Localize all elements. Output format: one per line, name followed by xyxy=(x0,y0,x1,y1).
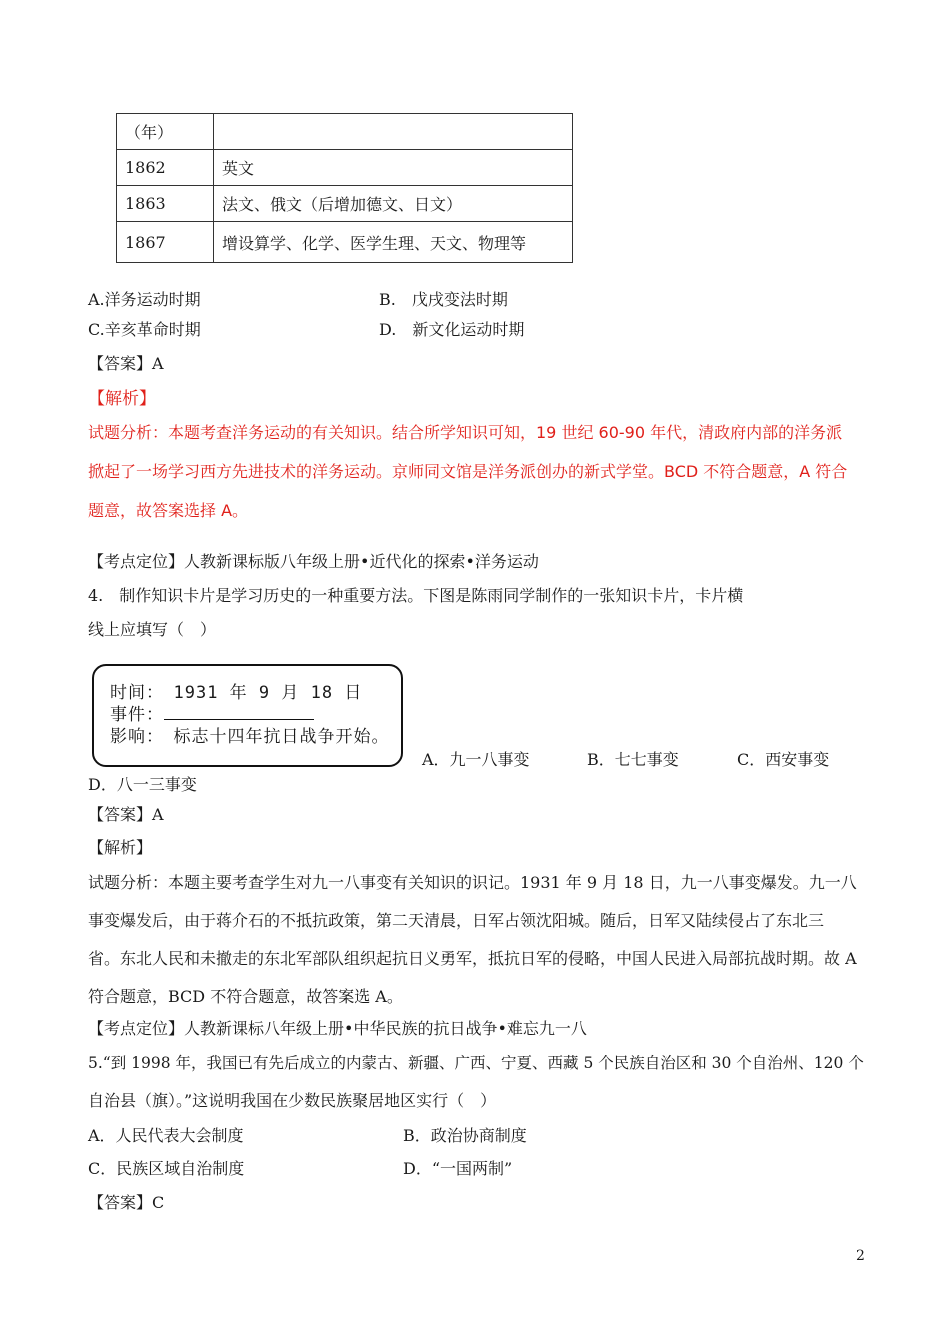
q4-stem: 4. 制作知识卡片是学习历史的一种重要方法。下图是陈雨同学制作的一张知识卡片，卡片横 xyxy=(88,586,744,605)
q3-analysis-line: 试题分析：本题考查洋务运动的有关知识。结合所学知识可知，19 世纪 60-90 年代，清政府内部的洋务派 xyxy=(88,423,843,442)
card-impact: 影响： 标志十四年抗日战争开始。 xyxy=(110,727,390,747)
q3-option-c: C.辛亥革命时期 xyxy=(88,320,201,339)
q3-analysis-line: 题意，故答案选择 A。 xyxy=(88,501,249,520)
q4-analysis-line: 事变爆发后，由于蒋介石的不抵抗政策，第二天清晨，日军占领沈阳城。随后，日军又陆续侵占了东北三 xyxy=(88,911,825,930)
q3-analysis-label: 【解析】 xyxy=(88,389,156,409)
table-cell-year: 1862 xyxy=(117,150,214,186)
q4-option-a: A．九一八事变 xyxy=(422,750,530,769)
q5-stem: 自治县（旗）。”这说明我国在少数民族聚居地区实行（ ） xyxy=(88,1091,497,1110)
q3-answer: 【答案】A xyxy=(88,354,164,373)
q3-option-a: A.洋务运动时期 xyxy=(88,290,201,309)
q5-option-b: B．政治协商制度 xyxy=(403,1126,527,1145)
q3-point: 【考点定位】人教新课标版八年级上册•近代化的探索•洋务运动 xyxy=(88,552,539,571)
q4-option-d: D．八一三事变 xyxy=(88,775,197,794)
q5-option-d: D．“一国两制” xyxy=(403,1159,513,1178)
table-cell-content: 增设算学、化学、医学生理、天文、物理等 xyxy=(214,222,573,263)
table-cell-content: 英文 xyxy=(214,150,573,186)
table-row xyxy=(117,186,573,222)
knowledge-card xyxy=(92,664,403,767)
q4-option-c: C．西安事变 xyxy=(737,750,830,769)
table-cell-year: 1863 xyxy=(117,186,214,222)
q4-point: 【考点定位】人教新课标八年级上册•中华民族的抗日战争•难忘九一八 xyxy=(88,1019,587,1038)
q4-analysis-label: 【解析】 xyxy=(88,838,153,857)
q4-stem: 线上应填写（ ） xyxy=(88,620,217,639)
table-row xyxy=(117,222,573,263)
table-cell-content xyxy=(214,114,573,150)
q5-stem: 5.“到 1998 年，我国已有先后成立的内蒙古、新疆、广西、宁夏、西藏 5 个民族自治区和 30 个自治州、120 个 xyxy=(88,1054,864,1072)
page-number: 2 xyxy=(856,1248,865,1264)
card-event-label: 事件： xyxy=(110,705,164,725)
table-cell-year: （年） xyxy=(117,114,214,150)
year-table xyxy=(116,113,573,263)
q3-option-d: D. 新文化运动时期 xyxy=(379,320,525,339)
q5-option-a: A．人民代表大会制度 xyxy=(88,1126,244,1145)
table-row xyxy=(117,150,573,186)
table-cell-content: 法文、俄文（后增加德文、日文） xyxy=(214,186,573,222)
card-event-blank xyxy=(164,705,314,720)
q4-analysis-line: 试题分析：本题主要考查学生对九一八事变有关知识的识记。1931 年 9 月 18 日，九一八事变爆发。九一八 xyxy=(88,873,857,892)
q4-answer: 【答案】A xyxy=(88,805,164,824)
card-time: 时间： 1931 年 9 月 18 日 xyxy=(110,683,363,703)
table-cell-year: 1867 xyxy=(117,222,214,263)
q4-option-b: B．七七事变 xyxy=(587,750,679,769)
q5-option-c: C．民族区域自治制度 xyxy=(88,1159,245,1178)
q3-option-b: B. 戊戌变法时期 xyxy=(379,290,508,309)
q5-answer: 【答案】C xyxy=(88,1193,165,1212)
q4-analysis-line: 符合题意，BCD 不符合题意，故答案选 A。 xyxy=(88,987,403,1006)
q3-analysis-line: 掀起了一场学习西方先进技术的洋务运动。京师同文馆是洋务派创办的新式学堂。BCD 不符合题意，A 符合 xyxy=(88,462,848,481)
table-row xyxy=(117,114,573,150)
q4-analysis-line: 省。东北人民和未撤走的东北军部队组织起抗日义勇军，抵抗日军的侵略，中国人民进入局部抗战时期。故 A xyxy=(88,949,857,968)
